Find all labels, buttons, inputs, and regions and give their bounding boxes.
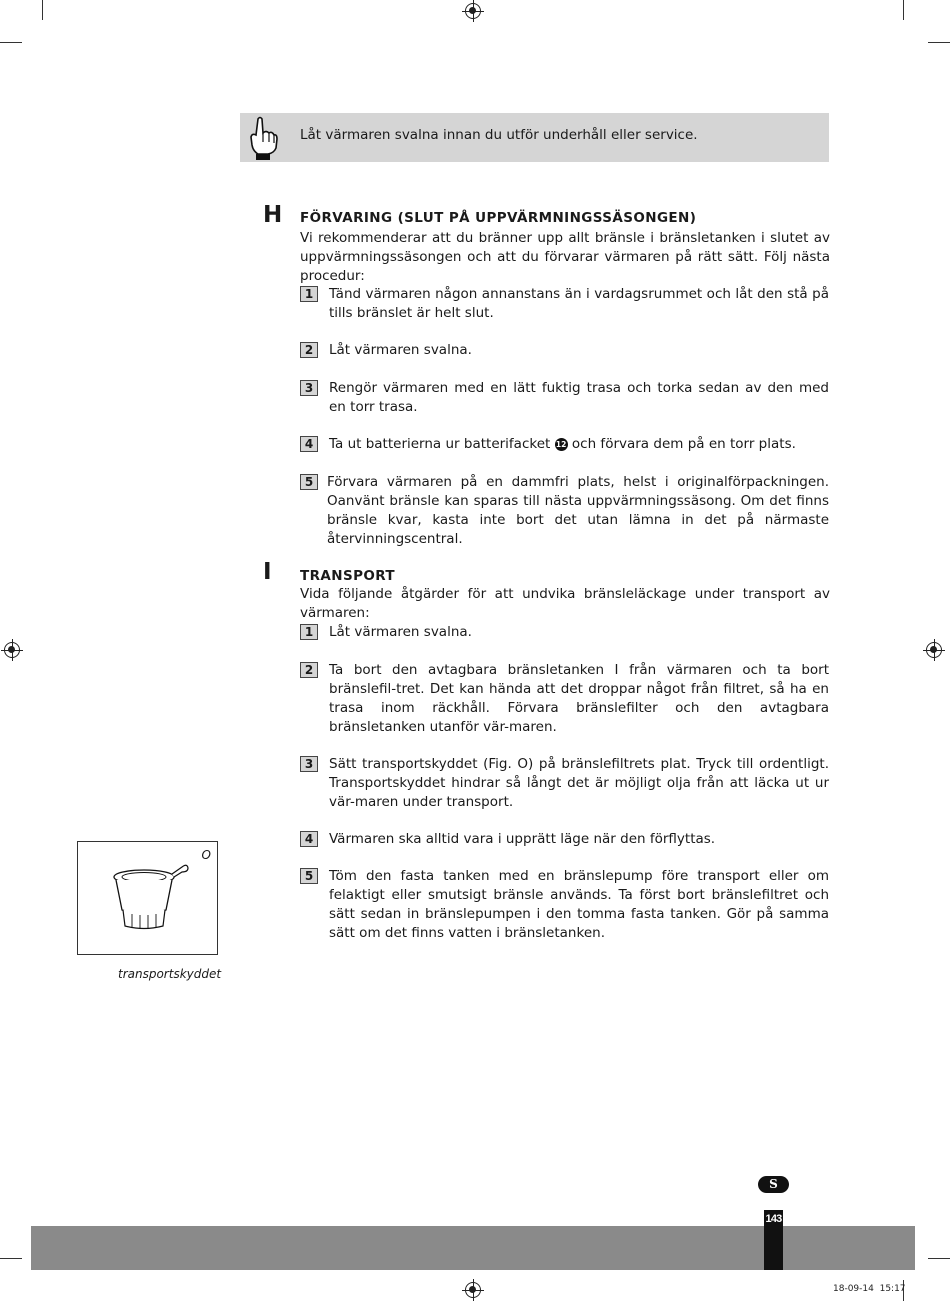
figure-o — [77, 841, 218, 955]
crop-mark — [0, 42, 22, 43]
transport-cap-illustration — [96, 858, 196, 938]
crop-mark — [928, 42, 950, 43]
reference-number-badge: 12 — [555, 439, 567, 449]
note-text: Låt värmaren svalna innan du utför underhåll eller service. — [300, 127, 698, 143]
step-number: 4 — [300, 436, 318, 452]
section-letter: H — [263, 202, 283, 228]
step-number: 1 — [300, 624, 318, 640]
registration-mark-icon — [465, 3, 481, 19]
section-intro: Vida följande åtgärder för att undvika bränsleläckage under transport av värmaren: — [300, 586, 830, 621]
step-number: 3 — [300, 380, 318, 396]
figure-label: O — [201, 848, 211, 862]
step-text: Förvara värmaren på en dammfri plats, helst i originalförpackningen. Oanvänt bränsle kan sparas till nästa uppvärmningssäsong. Om det finns bränsle kvar, kasta inte bort det utan lämna in det på närmaste återvinningscentral. — [327, 474, 829, 547]
crop-mark — [928, 1258, 950, 1259]
step-text: Värmaren ska alltid vara i upprätt läge när den förflyttas. — [329, 831, 716, 847]
page-number: 143 — [764, 1210, 783, 1270]
crop-mark — [0, 1258, 22, 1259]
print-stamp — [833, 1284, 906, 1294]
print-date: 18-09-14 — [833, 1284, 874, 1294]
step-text-part: Ta ut batterierna ur batterifacket — [329, 436, 551, 452]
figure-caption: transportskyddet — [118, 967, 222, 981]
step-number: 2 — [300, 662, 318, 678]
warning-note — [240, 113, 829, 162]
language-badge: S — [758, 1176, 789, 1193]
step-number: 5 — [300, 474, 318, 490]
step-text: Rengör värmaren med en lätt fuktig trasa och torka sedan av den med en torr trasa. — [329, 380, 829, 415]
step-text: Sätt transportskyddet (Fig. O) på bränslefiltrets plat. Tryck till ordentligt. Transportskyddet hindrar så långt det är möjligt olja från att läcka ut ur vär-maren under transport. — [329, 756, 829, 810]
step-text: Tänd värmaren någon annanstans än i vardagsrummet och låt den stå på tills bränslet är helt slut. — [329, 286, 829, 321]
step-text: Låt värmaren svalna. — [329, 624, 472, 640]
step-number: 4 — [300, 831, 318, 847]
print-time: 15:17 — [879, 1284, 906, 1294]
crop-mark — [42, 0, 43, 20]
registration-mark-icon — [926, 642, 942, 658]
section-letter: I — [263, 559, 272, 585]
section-title: FÖRVARING (SLUT PÅ UPPVÄRMNINGSSÄSONGEN) — [300, 210, 697, 226]
step-number: 1 — [300, 286, 318, 302]
section-intro: Vi rekommenderar att du bränner upp allt bränsle i bränsletanken i slutet av uppvärmningssäsongen och att du förvarar värmaren på rätt sätt. Följ nästa procedur: — [300, 230, 830, 284]
pointing-hand-icon — [246, 115, 280, 165]
section-title: TRANSPORT — [300, 568, 396, 584]
step-text: Ta bort den avtagbara bränsletanken I från värmaren och ta bort bränslefil-tret. Det kan hända att det droppar något från filtret, så ha en trasa inom räckhåll. Förvara bränslefilter och den avtagbara bränsletanken utanför vär-maren. — [329, 662, 829, 735]
step-number: 5 — [300, 868, 318, 884]
step-text — [329, 435, 829, 454]
step-number: 2 — [300, 342, 318, 358]
step-text: Låt värmaren svalna. — [329, 342, 472, 358]
crop-mark — [903, 0, 904, 20]
step-text-part: och förvara dem på en torr plats. — [571, 436, 796, 452]
step-number: 3 — [300, 756, 318, 772]
registration-mark-icon — [465, 1282, 481, 1298]
registration-mark-icon — [4, 642, 20, 658]
step-text: Töm den fasta tanken med en bränslepump före transport eller om felaktigt eller smutsigt bränsle används. Ta först bort bränslefiltret och sätt sedan in bränslepumpen i den tomma fasta tanken. Gör på samma sätt om det finns vatten i bränsletanken. — [329, 868, 829, 941]
